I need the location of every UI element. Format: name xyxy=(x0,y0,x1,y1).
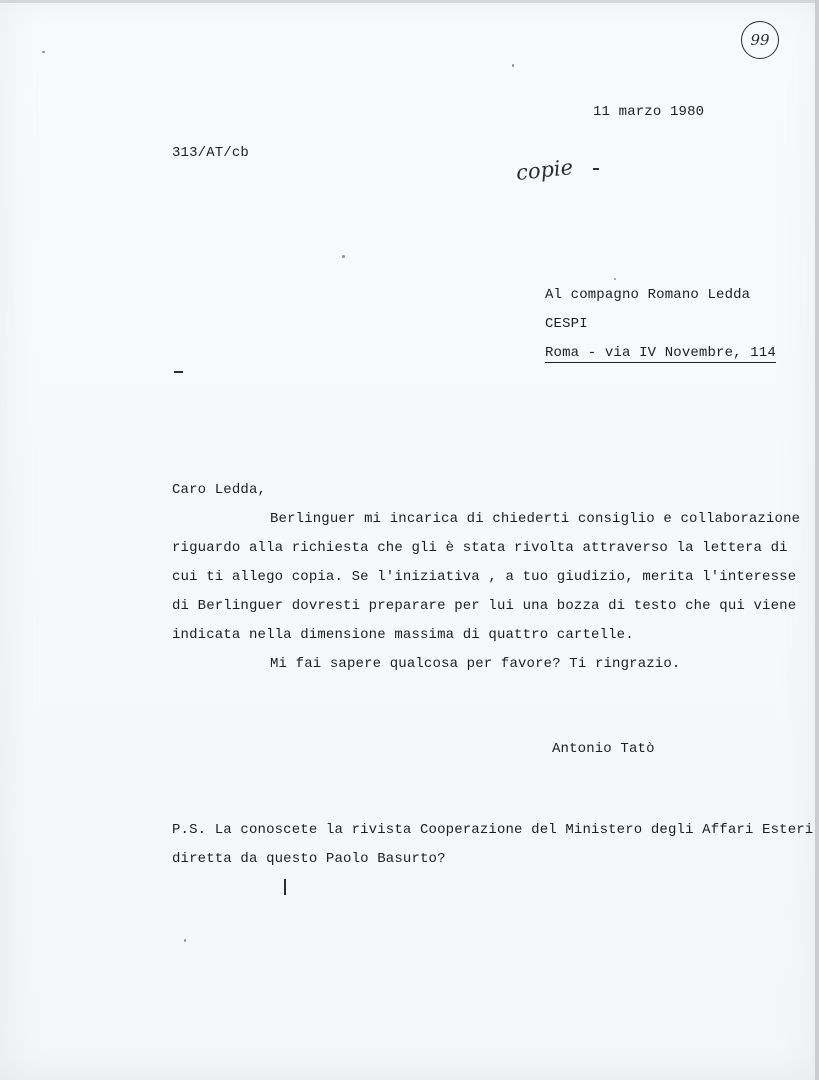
body-line-5: indicata nella dimensione massima di quattro cartelle. xyxy=(172,627,634,643)
body-line-1: Berlinguer mi incarica di chiederti consiglio e collaborazione xyxy=(270,511,801,527)
postscript-line-2: diretta da questo Paolo Basurto? xyxy=(172,851,446,867)
handwritten-dash xyxy=(593,168,599,170)
top-scan-edge xyxy=(0,0,819,3)
recipient-address: Roma - via IV Novembre, 114 xyxy=(545,345,776,361)
reference-code: 313/AT/cb xyxy=(172,145,249,161)
letter-date: 11 marzo 1980 xyxy=(593,104,705,120)
right-scan-edge xyxy=(815,0,819,1080)
postscript-line-1: P.S. La conoscete la rivista Cooperazione del Ministero degli Affari Esteri xyxy=(172,822,814,838)
recipient-name: Al compagno Romano Ledda xyxy=(545,287,751,303)
page-number-stamp: 99 xyxy=(741,21,779,59)
scan-speck xyxy=(342,255,345,258)
stray-dash-mark xyxy=(174,371,183,373)
body-line-3: cui ti allego copia. Se l'iniziativa , a tuo giudizio, merita l'interesse xyxy=(172,569,797,585)
stray-vertical-mark xyxy=(284,879,286,895)
scan-speck xyxy=(42,51,45,53)
body-line-4: di Berlinguer dovresti preparare per lui una bozza di testo che qui viene xyxy=(172,598,797,614)
body-line-2: riguardo alla richiesta che gli è stata rivolta attraverso la lettera di xyxy=(172,540,788,556)
body-line-6: Mi fai sapere qualcosa per favore? Ti ringrazio. xyxy=(270,656,681,672)
recipient-organization: CESPI xyxy=(545,316,588,332)
handwritten-note: copie xyxy=(514,155,575,185)
signature-name: Antonio Tatò xyxy=(552,741,655,757)
scan-speck xyxy=(184,939,186,942)
salutation: Caro Ledda, xyxy=(172,482,267,498)
scan-speck xyxy=(512,64,514,67)
scan-speck xyxy=(614,278,616,280)
